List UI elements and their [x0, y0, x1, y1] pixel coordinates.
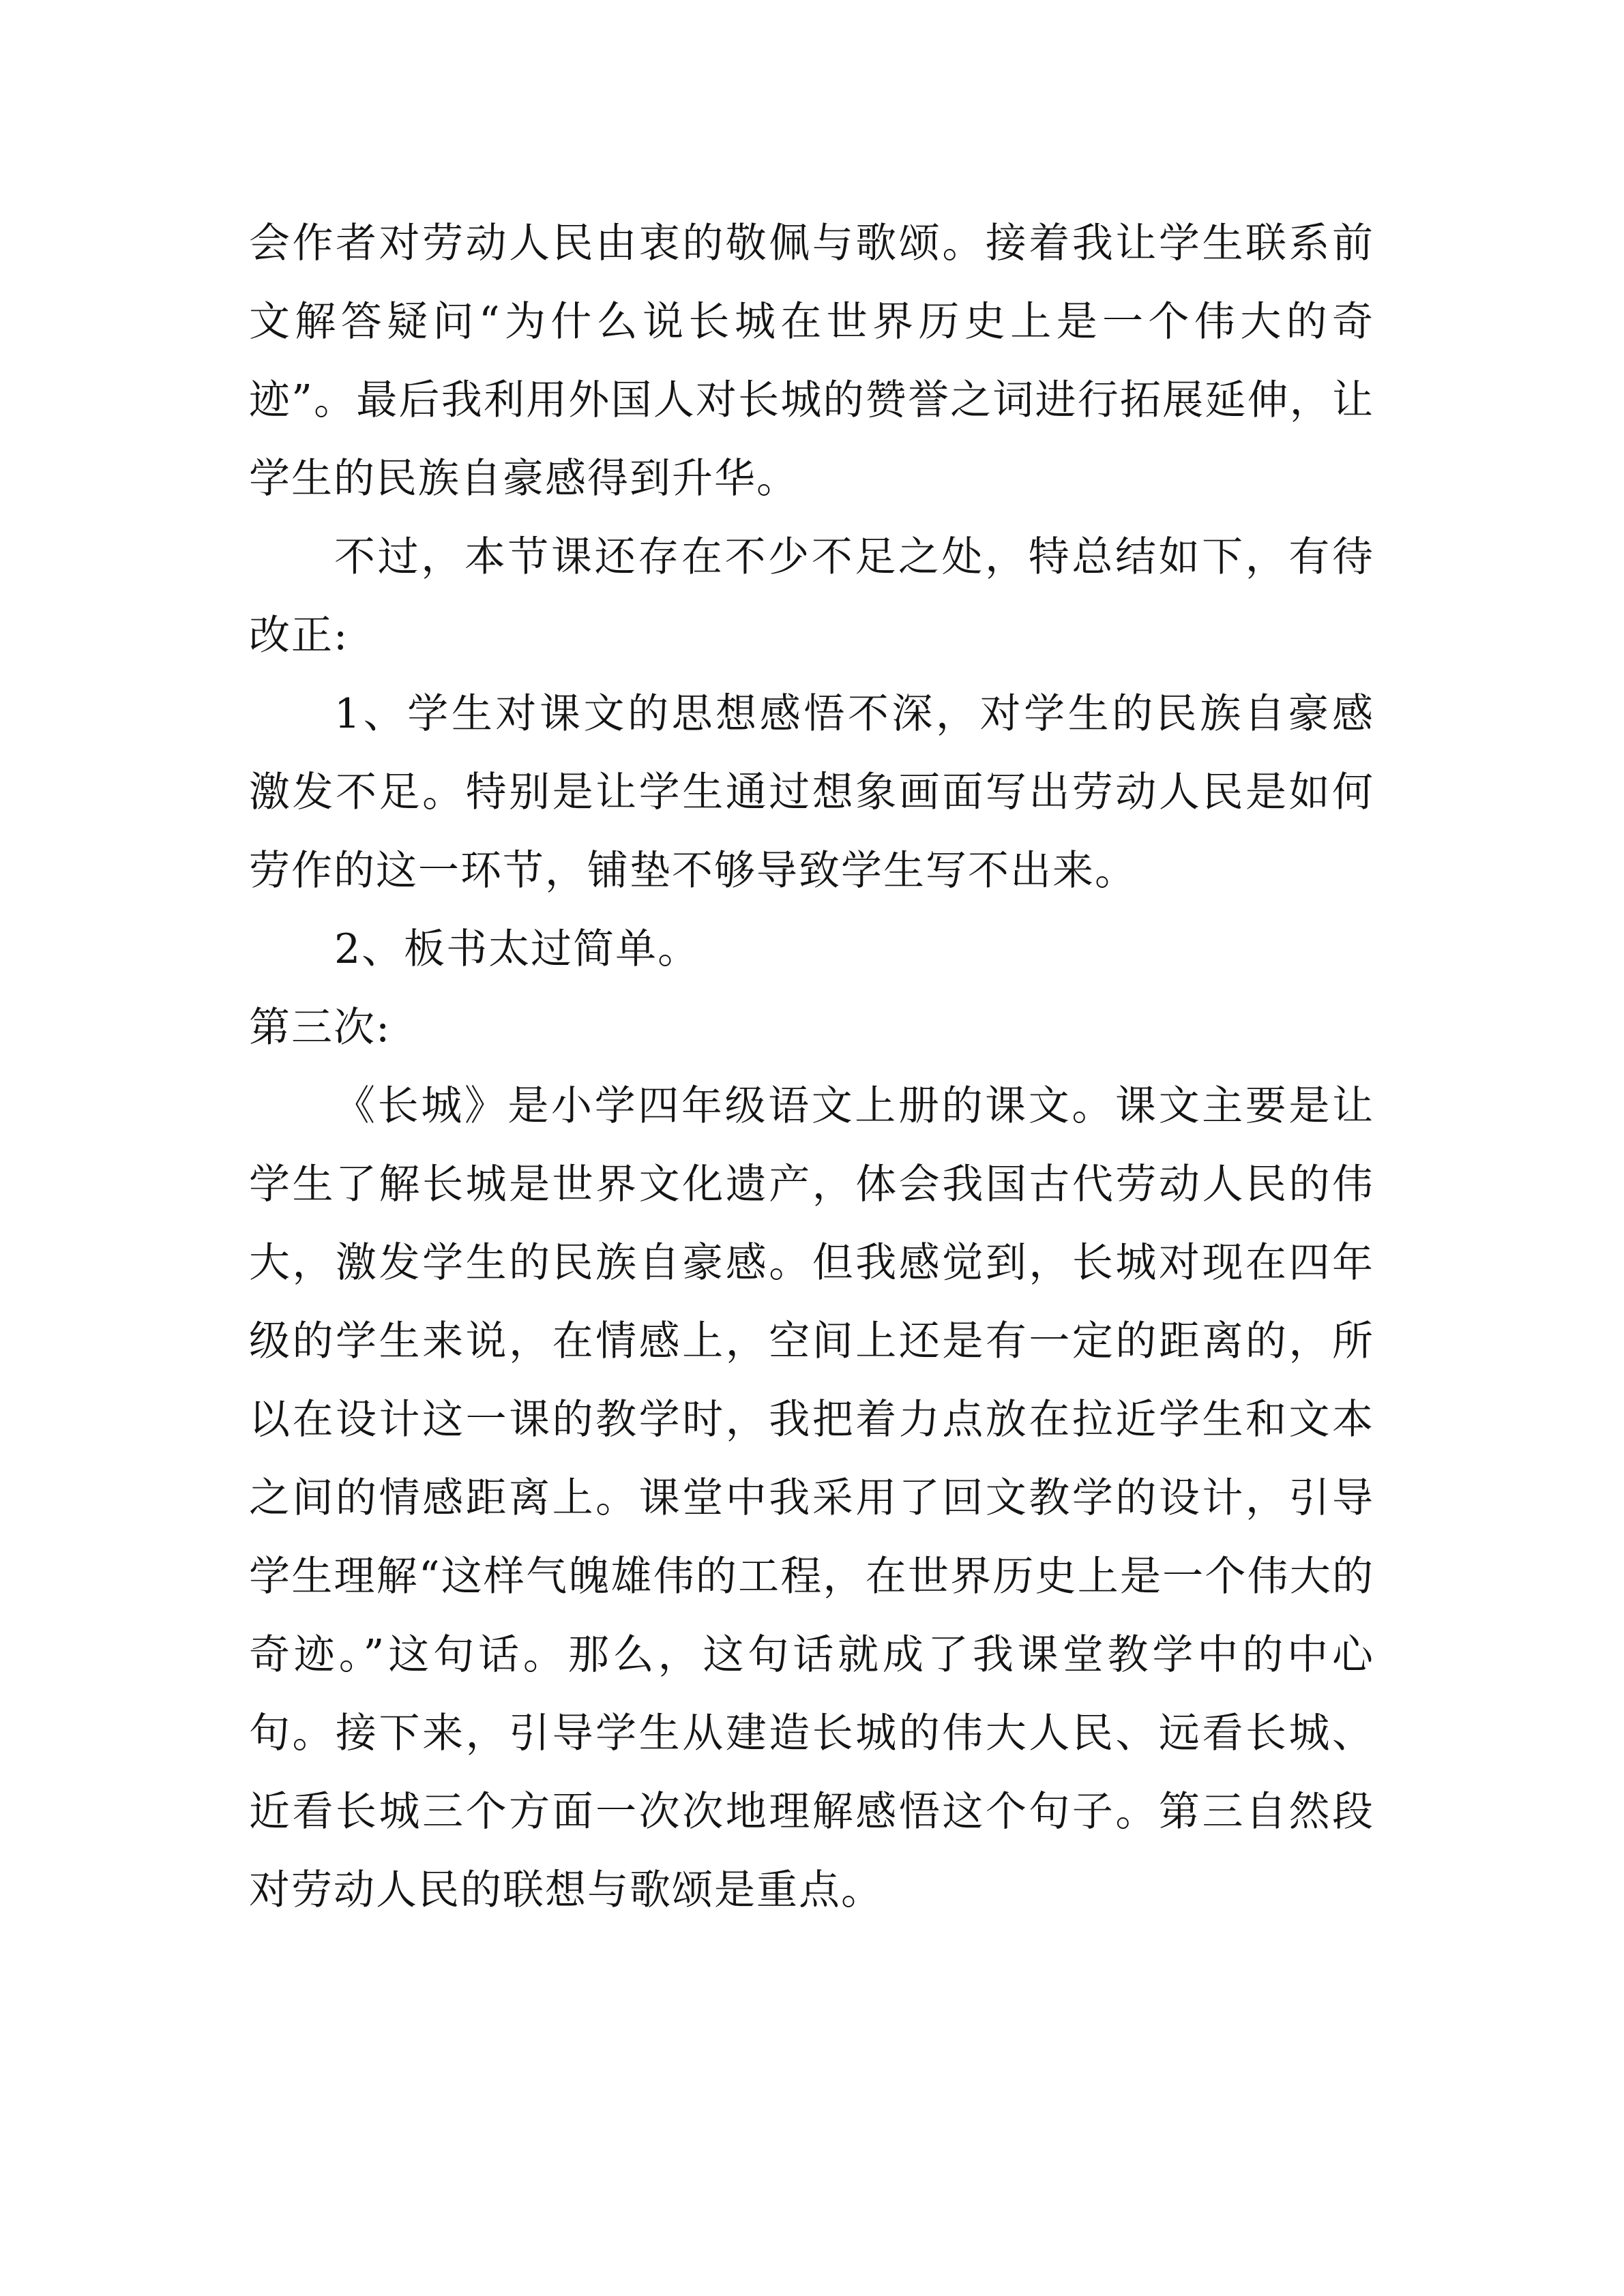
paragraph-point-1: 1、学生对课文的思想感悟不深，对学生的民族自豪感激发不足。特别是让学生通过想象画面写出劳动人民是如何劳作的这一环节，铺垫不够导致学生写不出来。 — [249, 690, 1374, 895]
paragraph-third-reflection: 《长城》是小学四年级语文上册的课文。课文主要是让学生了解长城是世界文化遗产，体会我国古代劳动人民的伟大，激发学生的民族自豪感。但我感觉到，长城对现在四年级的学生来说，在情感上，空间上还是有一定的距离的，所以在设计这一课的教学时，我把着力点放在拉近学生和文本之间的情感距离上。课堂中我采用了回文教学的设计，引导学生理解“这样气魄雄伟的工程，在世界历史上是一个伟大的奇迹。”这句话。那么，这句话就成了我课堂教学中的中心句。接下来，引导学生从建造长城的伟大人民、远看长城、近看长城三个方面一次次地理解感悟这个句子。第三自然段对劳动人民的联想与歌颂是重点。 — [249, 1082, 1374, 1914]
paragraph-continuation: 会作者对劳动人民由衷的敬佩与歌颂。接着我让学生联系前文解答疑问“为什么说长城在世界历史上是一个伟大的奇迹”。最后我利用外国人对长城的赞誉之词进行拓展延伸，让学生的民族自豪感得到升华。 — [249, 220, 1374, 503]
section-heading-third: 第三次: — [249, 1004, 392, 1052]
paragraph-shortcomings-intro: 不过，本节课还存在不少不足之处，特总结如下，有待改正: — [249, 533, 1374, 659]
document-body — [249, 205, 1374, 1930]
paragraph-point-2: 2、板书太过简单。 — [334, 925, 700, 973]
